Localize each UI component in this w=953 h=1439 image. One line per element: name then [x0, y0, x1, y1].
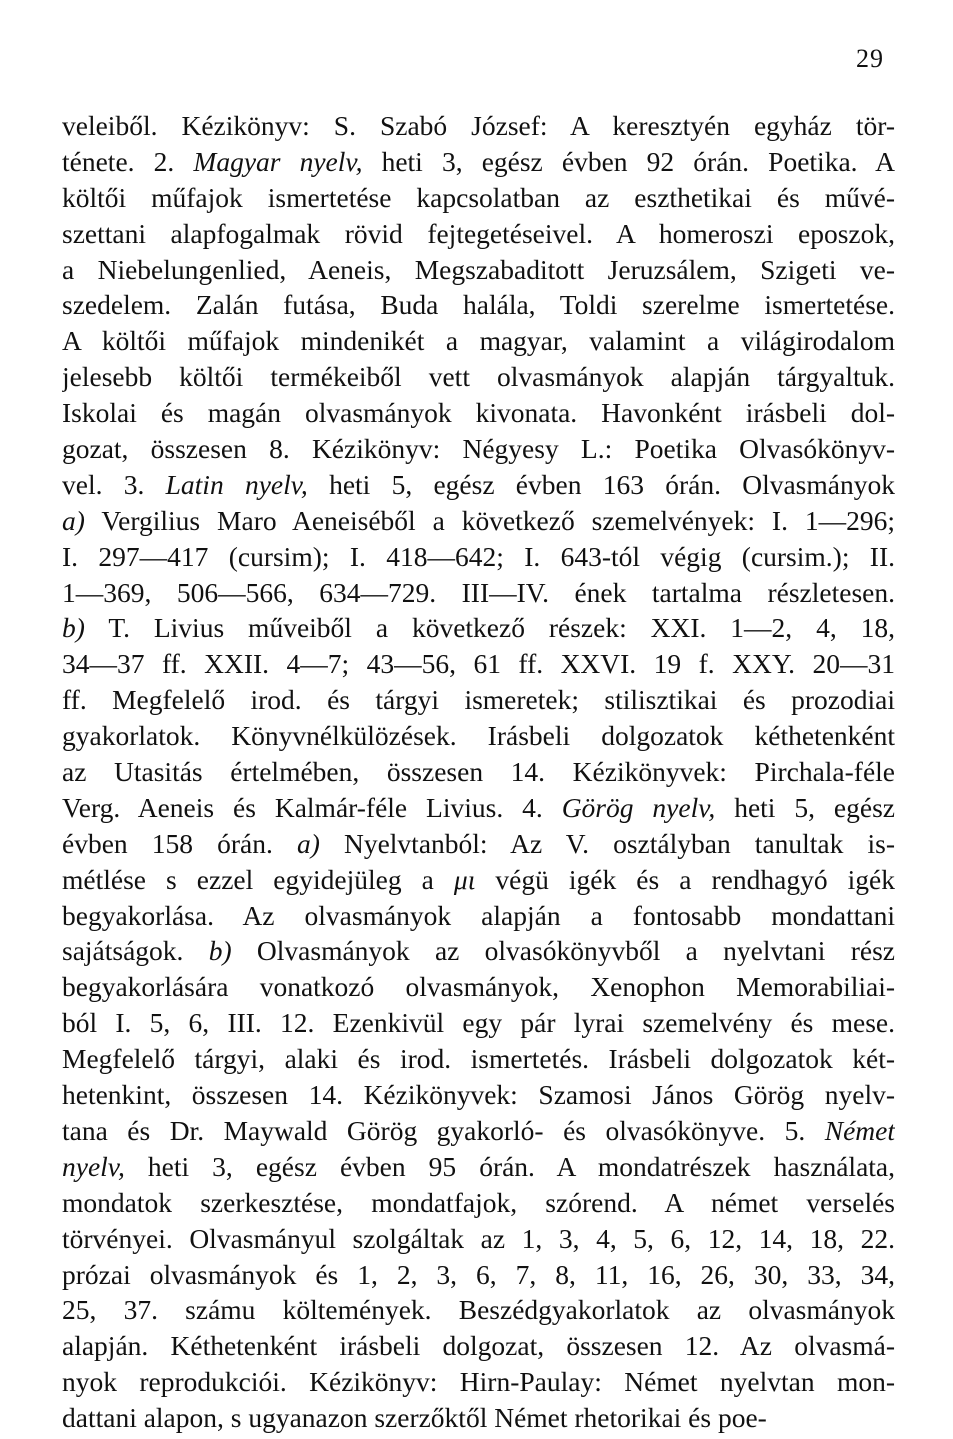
text-segment: tana és Dr. Maywald Görög gyakorló- és olvasókönyve. 5. — [62, 1114, 825, 1146]
text-line — [62, 252, 895, 288]
text-segment: Megfelelő tárgyi, alaki és irod. ismertetés. Irásbeli dolgozatok két- — [62, 1043, 895, 1075]
text-segment: alapján. Kéthetenként irásbeli dolgozat, összesen 12. Az olvasmá- — [62, 1330, 895, 1362]
text-segment: gozat, összesen 8. Kézikönyv: Négyesy L.: Poetika Olvasókönyv- — [62, 433, 895, 465]
text-segment: heti 3, egész évben 95 órán. A mondatrészek használata, — [124, 1150, 895, 1182]
text-line — [62, 575, 895, 611]
text-line — [62, 287, 895, 323]
page-number: 29 — [856, 44, 884, 73]
text-line — [62, 467, 895, 503]
italic-segment: a) — [62, 504, 85, 536]
text-segment: dattani alapon, s ugyanazon szerzőktől Német rhetorikai és poe- — [62, 1402, 767, 1434]
text-line — [62, 1041, 895, 1077]
text-segment: 25, 37. számu költemények. Beszédgyakorlatok az olvasmányok — [62, 1294, 895, 1326]
text-segment: 34—37 ff. XXII. 4—7; 43—56, 61 ff. XXVI. 19 f. XXY. 20—31 — [62, 648, 895, 680]
text-line — [62, 144, 895, 180]
text-line — [62, 1077, 895, 1113]
text-line — [62, 1257, 895, 1293]
text-line — [62, 108, 895, 144]
text-segment: T. Livius műveiből a következő részek: XXI. 1—2, 4, 18, — [84, 612, 895, 644]
text-line — [62, 1328, 895, 1364]
text-segment: Verg. Aeneis és Kalmár-féle Livius. 4. — [62, 791, 562, 823]
text-segment: a Niebelungenlied, Aeneis, Megszabaditott Jeruzsálem, Szigeti ve- — [62, 253, 895, 285]
text-segment: Iskolai és magán olvasmányok kivonata. Havonként irásbeli dol- — [62, 397, 895, 429]
text-segment: heti 5, egész — [715, 791, 895, 823]
text-segment: hetenkint, összesen 14. Kézikönyvek: Szamosi János Görög nyelv- — [62, 1079, 895, 1111]
text-segment: I. 297—417 (cursim); I. 418—642; I. 643-tól végig (cursim.); II. — [62, 540, 895, 572]
text-line — [62, 1113, 895, 1149]
text-line — [62, 646, 895, 682]
italic-segment: a) — [296, 827, 320, 859]
text-line — [62, 1185, 895, 1221]
text-line — [62, 718, 895, 754]
text-segment: A költői műfajok mindenikét a magyar, valamint a világirodalom — [62, 325, 895, 357]
text-segment: ténete. 2. — [62, 145, 194, 177]
text-segment: ff. Megfelelő irod. és tárgyi ismeretek; stilisztikai és prozodiai — [62, 684, 895, 716]
text-segment: begyakorlására vonatkozó olvasmányok, Xenophon Memorabiliai- — [62, 971, 895, 1003]
italic-segment: b) — [208, 935, 232, 967]
text-line — [62, 754, 895, 790]
italic-segment: b) — [62, 612, 85, 644]
italic-segment: μι — [453, 863, 476, 895]
text-line — [62, 395, 895, 431]
text-line — [62, 1292, 895, 1328]
text-segment: métlése s ezzel egyidejüleg a — [62, 863, 454, 895]
text-line — [62, 503, 895, 539]
text-segment: heti 5, egész évben 163 órán. Olvasmányok — [307, 468, 895, 500]
text-segment: törvényei. Olvasmányul szolgáltak az 1, 3, 4, 5, 6, 12, 14, 18, 22. — [62, 1222, 895, 1254]
text-line — [62, 682, 895, 718]
text-line — [62, 862, 895, 898]
text-line — [62, 933, 895, 969]
italic-segment: Görög nyelv, — [561, 791, 716, 823]
text-line — [62, 898, 895, 934]
text-segment: gyakorlatok. Könyvnélkülözések. Irásbeli dolgozatok kéthetenként — [62, 720, 895, 752]
text-line — [62, 180, 895, 216]
text-segment: Vergilius Maro Aeneiséből a következő szemelvények: I. 1—296; — [84, 504, 895, 536]
italic-segment: nyelv, — [62, 1150, 125, 1182]
text-segment: 1—369, 506—566, 634—729. III—IV. ének tartalma részletesen. — [62, 576, 895, 608]
text-line — [62, 1221, 895, 1257]
text-segment: évben 158 órán. — [62, 827, 297, 859]
text-segment: heti 3, egész évben 92 órán. Poetika. A — [362, 145, 895, 177]
italic-segment: Magyar nyelv, — [193, 145, 363, 177]
text-segment: veleiből. Kézikönyv: S. Szabó József: A keresztyén egyház tör- — [62, 110, 895, 141]
text-segment: Nyelvtanból: Az V. osztályban tanultak is- — [319, 827, 895, 859]
text-line — [62, 610, 895, 646]
text-segment: nyok reprodukciói. Kézikönyv: Hirn-Paulay: Német nyelvtan mon- — [62, 1366, 895, 1398]
text-segment: vel. 3. — [62, 468, 166, 500]
text-line — [62, 826, 895, 862]
text-segment: ból I. 5, 6, III. 12. Ezenkivül egy pár lyrai szemelvény és mese. — [62, 1007, 895, 1039]
text-line — [62, 1005, 895, 1041]
text-line — [62, 1400, 895, 1436]
text-segment: szettani alapfogalmak rövid fejtegetéseivel. A homeroszi eposzok, — [62, 217, 895, 249]
text-line — [62, 969, 895, 1005]
text-segment: prózai olvasmányok és 1, 2, 3, 6, 7, 8, 11, 16, 26, 30, 33, 34, — [62, 1258, 895, 1290]
text-segment: mondatok szerkesztése, mondatfajok, szórend. A német verselés — [62, 1186, 895, 1218]
italic-segment: Latin nyelv, — [165, 468, 308, 500]
text-line — [62, 323, 895, 359]
text-segment: az Utasitás értelmében, összesen 14. Kézikönyvek: Pirchala-féle — [62, 756, 895, 788]
text-line — [62, 216, 895, 252]
text-segment: költői műfajok ismertetése kapcsolatban az eszthetikai és művé- — [62, 181, 895, 213]
text-segment: jelesebb költői termékeiből vett olvasmányok alapján tárgyaltuk. — [62, 361, 895, 393]
text-segment: szedelem. Zalán futása, Buda halála, Toldi szerelme ismertetése. — [62, 289, 895, 321]
text-line — [62, 1149, 895, 1185]
body-text — [62, 108, 895, 1436]
text-line — [62, 431, 895, 467]
text-segment: Olvasmányok az olvasókönyvből a nyelvtani rész — [231, 935, 895, 967]
text-line — [62, 1364, 895, 1400]
text-line — [62, 790, 895, 826]
text-segment: sajátságok. — [62, 935, 209, 967]
italic-segment: Német — [824, 1114, 895, 1146]
text-line — [62, 539, 895, 575]
text-line — [62, 359, 895, 395]
text-segment: begyakorlása. Az olvasmányok alapján a fontosabb mondattani — [62, 899, 895, 931]
text-segment: végü igék és a rendhagyó igék — [475, 863, 895, 895]
